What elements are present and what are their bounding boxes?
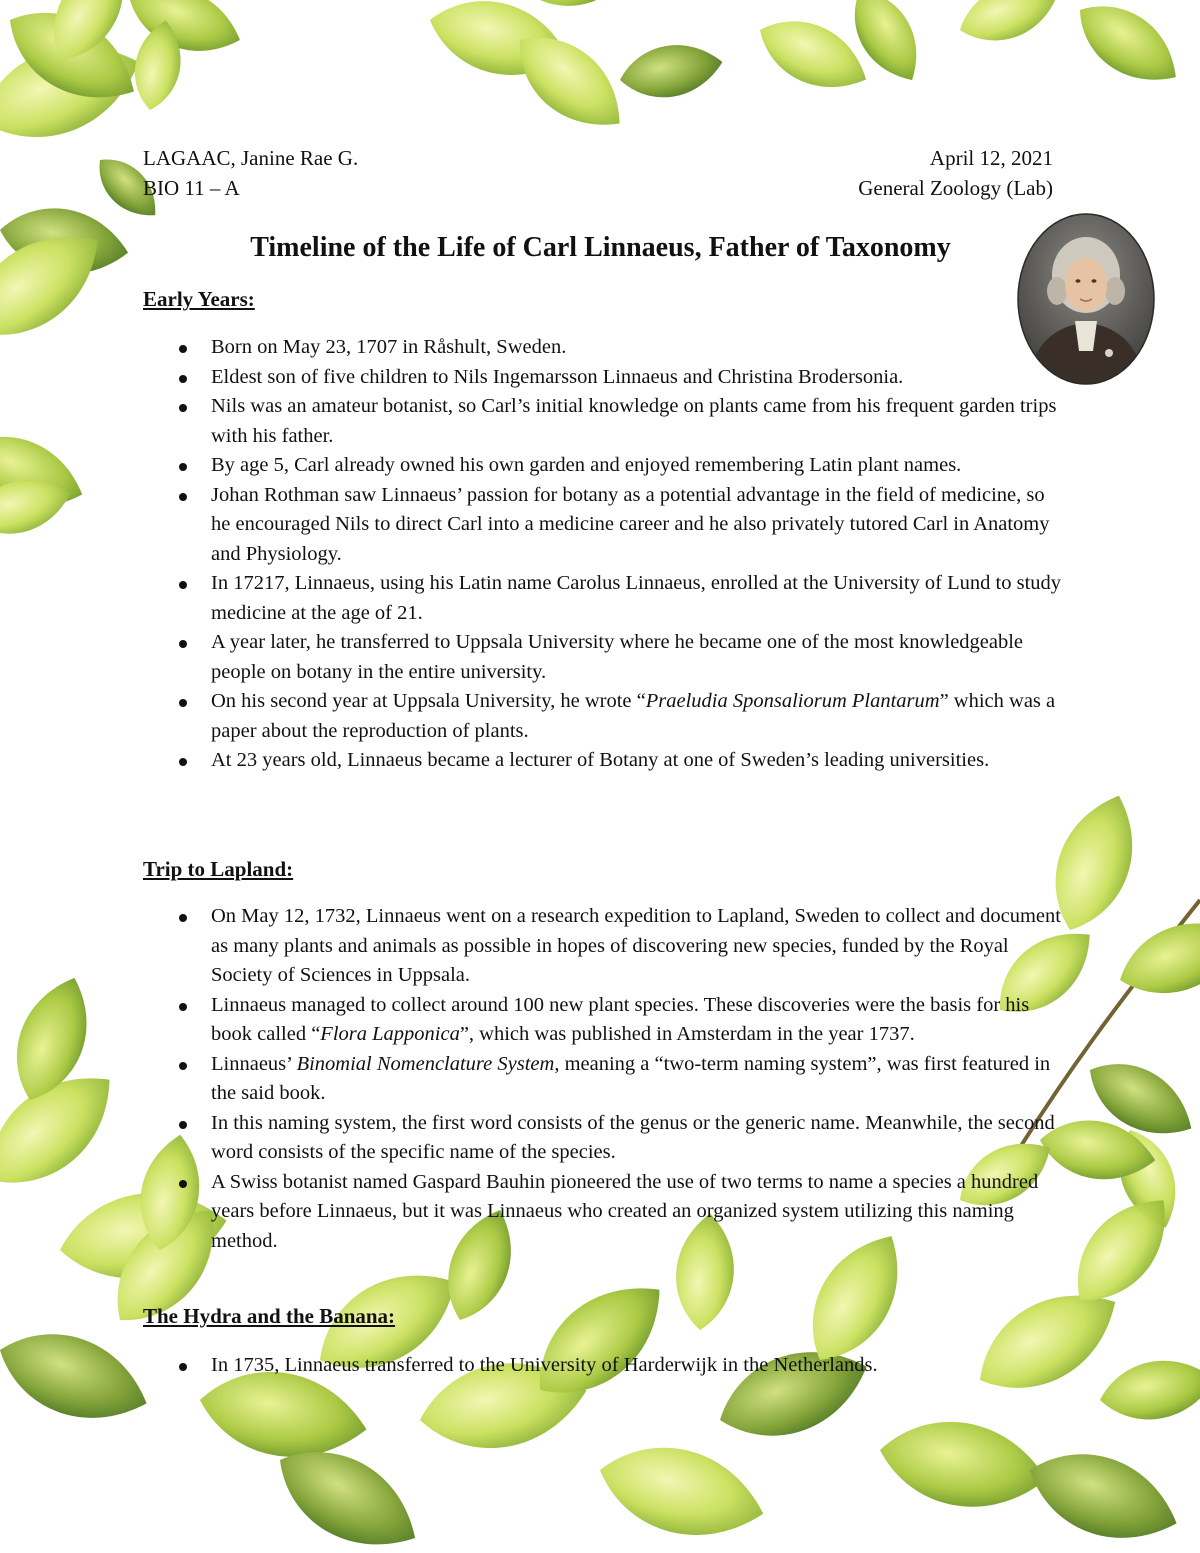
early-years-list xyxy=(143,333,1063,776)
list-item: Linnaeus managed to collect around 100 new plant species. These discoveries were the basis for his book called “Flora Lapponica”, which was published in Amsterdam in the year 1737. xyxy=(143,991,1063,1050)
list-item: Linnaeus’ Binomial Nomenclature System, meaning a “two-term naming system”, was first featured in the said book. xyxy=(143,1050,1063,1109)
list-item: At 23 years old, Linnaeus became a lecturer of Botany at one of Sweden’s leading universities. xyxy=(143,746,1063,776)
author-name: LAGAAC, Janine Rae G. xyxy=(143,146,359,170)
list-item: In this naming system, the first word consists of the genus or the generic name. Meanwhile, the second word consists of the specific name of the species. xyxy=(143,1109,1063,1168)
course-section: BIO 11 – A xyxy=(143,176,240,200)
list-item: In 1735, Linnaeus transferred to the University of Harderwijk in the Netherlands. xyxy=(143,1351,1063,1381)
header-left xyxy=(143,143,358,203)
list-item: On his second year at Uppsala University, he wrote “Praeludia Sponsaliorum Plantarum” which was a paper about the reproduction of plants. xyxy=(143,687,1063,746)
section-heading-early-years: Early Years: xyxy=(143,287,255,311)
list-item: A year later, he transferred to Uppsala University where he became one of the most knowledgeable people on botany in the entire university. xyxy=(143,628,1063,687)
list-item: Johan Rothman saw Linnaeus’ passion for botany as a potential advantage in the field of medicine, so he encouraged Nils to direct Carl into a medicine career and he also privately tutored Carl in Anatomy and Physiology. xyxy=(143,481,1063,570)
list-item: On May 12, 1732, Linnaeus went on a research expedition to Lapland, Sweden to collect and document as many plants and animals as possible in hopes of discovering new species, funded by the Royal Society of Sciences in Uppsala. xyxy=(143,902,1063,991)
list-item: Eldest son of five children to Nils Ingemarsson Linnaeus and Christina Brodersonia. xyxy=(143,363,1063,393)
list-item: A Swiss botanist named Gaspard Bauhin pioneered the use of two terms to name a species a hundred years before Linnaeus, but it was Linnaeus who created an organized system utilizing this naming method. xyxy=(143,1168,1063,1257)
list-item: By age 5, Carl already owned his own garden and enjoyed remembering Latin plant names. xyxy=(143,451,1063,481)
list-item: Nils was an amateur botanist, so Carl’s initial knowledge on plants came from his frequent garden trips with his father. xyxy=(143,392,1063,451)
document-title: Timeline of the Life of Carl Linnaeus, Father of Taxonomy xyxy=(250,232,951,263)
list-item: In 17217, Linnaeus, using his Latin name Carolus Linnaeus, enrolled at the University of Lund to study medicine at the age of 21. xyxy=(143,569,1063,628)
section-heading-hydra-and-banana: The Hydra and the Banana: xyxy=(143,1304,396,1328)
header-right xyxy=(858,143,1053,203)
list-item: Born on May 23, 1707 in Råshult, Sweden. xyxy=(143,333,1063,363)
document-date: April 12, 2021 xyxy=(929,146,1053,170)
course-name: General Zoology (Lab) xyxy=(858,176,1053,200)
hydra-and-banana-list xyxy=(143,1351,1063,1381)
section-heading-trip-to-lapland: Trip to Lapland: xyxy=(143,857,294,881)
trip-to-lapland-list xyxy=(143,902,1063,1256)
